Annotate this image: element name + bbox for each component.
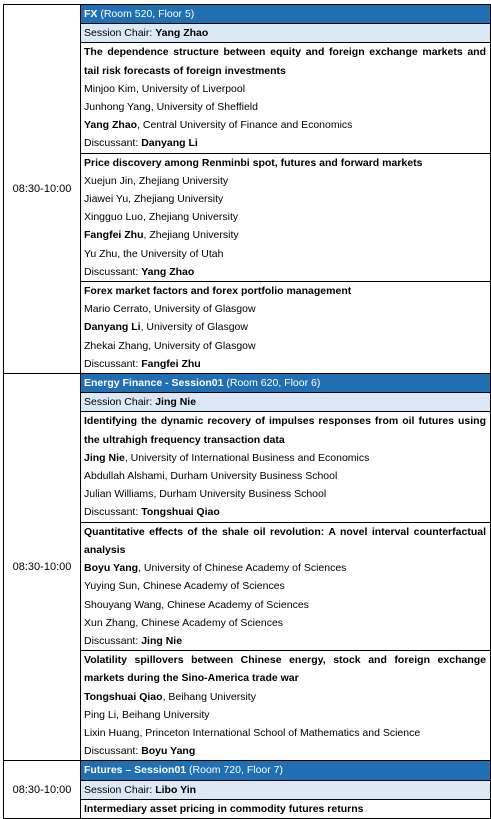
author-name: Yuying Sun (84, 580, 138, 593)
author-line (81, 98, 490, 116)
time-slot: 08:30-10:00 (4, 374, 81, 761)
session-name: FX (84, 8, 98, 20)
author-affiliation: , Zhejiang University (133, 174, 229, 187)
discussant-line (81, 632, 490, 650)
discussant-name: Tongshuai Qiao (141, 506, 220, 519)
discussant-line (81, 742, 490, 760)
paper-title: Identifying the dynamic recovery of impulses responses from oil futures using the ultrahigh frequency transaction data (84, 415, 486, 446)
author-line (81, 706, 490, 724)
author-name: Shouyang Wang (84, 598, 162, 611)
author-affiliation: , Beihang University (162, 690, 256, 703)
author-affiliation: , University of Sheffield (150, 101, 258, 114)
presenter-name: Fangfei Zhu (84, 229, 144, 242)
chair-name: Libo Yin (155, 783, 197, 796)
paper-title: The dependence structure between equity and foreign exchange markets and tail risk forecasts of foreign investments (84, 46, 486, 77)
paper-title: Price discovery among Renminbi spot, futures and forward markets (84, 156, 423, 169)
author-affiliation: , University of Glasgow (148, 303, 256, 316)
session-header (81, 5, 490, 24)
author-affiliation: , the University of Utah (117, 247, 224, 260)
discussant-label: Discussant: (84, 265, 142, 278)
session-room: (Room 520, Floor 5) (97, 8, 195, 20)
session-chair (81, 393, 490, 412)
author-line (81, 245, 490, 263)
author-name: Lixin Huang (84, 726, 140, 739)
author-affiliation: , University of Glasgow (148, 339, 256, 352)
chair-label: Session Chair: (84, 783, 156, 796)
paper (81, 154, 490, 282)
session-chair (81, 781, 490, 800)
time-slot: 08:30-10:00 (4, 761, 81, 819)
chair-name: Jing Nie (155, 396, 197, 409)
author-affiliation: , University of Glasgow (140, 321, 248, 334)
session-content (81, 761, 491, 819)
author-line (81, 318, 490, 336)
author-line (81, 208, 490, 226)
session-header (81, 374, 490, 393)
author-affiliation: , Durham University Business School (164, 470, 338, 483)
chair-name: Yang Zhao (155, 27, 209, 40)
author-name: Ping Li (84, 708, 117, 721)
author-name: Mario Cerrato (84, 303, 149, 316)
author-affiliation: , Princeton International School of Mathematics and Science (139, 726, 421, 739)
program-table (3, 4, 491, 819)
discussant-line (81, 355, 490, 373)
presenter-name: Danyang Li (84, 321, 141, 334)
discussant-label: Discussant: (84, 137, 142, 150)
session-room: (Room 720, Floor 7) (186, 764, 283, 777)
author-affiliation: , Chinese Academy of Sciences (135, 616, 284, 629)
discussant-line (81, 503, 490, 521)
author-affiliation: , Central University of Finance and Economics (137, 119, 353, 132)
discussant-label: Discussant: (84, 634, 142, 647)
paper (81, 651, 490, 760)
presenter-name: Tongshuai Qiao (84, 690, 163, 703)
discussant-name: Jing Nie (141, 634, 183, 647)
paper (81, 43, 490, 153)
author-affiliation: , University of Liverpool (135, 82, 246, 95)
author-name: Jiawei Yu (84, 193, 129, 206)
session-block (4, 374, 491, 761)
author-line (81, 485, 490, 503)
author-line (81, 80, 490, 98)
author-line (81, 116, 490, 134)
author-line (81, 596, 490, 614)
paper (81, 412, 490, 522)
paper-title: Forex market factors and forex portfolio management (84, 285, 352, 298)
discussant-line (81, 134, 490, 152)
session-name: Energy Finance - Session01 (84, 377, 224, 390)
author-affiliation: , University of International Business and Economics (124, 451, 370, 464)
discussant-label: Discussant: (84, 745, 142, 758)
session-name: Futures – Session01 (84, 764, 187, 777)
author-affiliation: , University of Chinese Academy of Sciences (138, 562, 347, 575)
paper-title: Intermediary asset pricing in commodity futures returns (84, 802, 364, 815)
discussant-label: Discussant: (84, 506, 142, 519)
author-line (81, 467, 490, 485)
author-name: Xun Zhang (84, 616, 136, 629)
author-name: Julian Williams (84, 488, 154, 501)
author-line (81, 172, 490, 190)
author-line (81, 577, 490, 595)
author-line (81, 190, 490, 208)
author-line (81, 226, 490, 244)
author-line (81, 559, 490, 577)
chair-label: Session Chair: (84, 396, 156, 409)
author-name: Junhong Yang (84, 101, 151, 114)
author-affiliation: , Durham University Business School (153, 488, 327, 501)
discussant-name: Yang Zhao (141, 265, 195, 278)
discussant-name: Fangfei Zhu (141, 357, 201, 370)
session-chair (81, 24, 490, 43)
author-affiliation: , Beihang University (116, 708, 210, 721)
author-line (81, 300, 490, 318)
author-affiliation: , Zhejiang University (128, 193, 224, 206)
paper (81, 800, 490, 818)
author-affiliation: , Zhejiang University (142, 211, 239, 224)
paper (81, 523, 490, 651)
discussant-name: Danyang Li (141, 137, 198, 150)
author-affiliation: , Chinese Academy of Sciences (137, 580, 285, 593)
time-slot: 08:30-10:00 (4, 5, 81, 374)
chair-label: Session Chair: (84, 27, 156, 40)
paper-title: Quantitative effects of the shale oil revolution: A novel interval counterfactual analysis (84, 525, 486, 556)
author-line (81, 724, 490, 742)
author-line (81, 688, 490, 706)
presenter-name: Jing Nie (84, 451, 125, 464)
author-name: Minjoo Kim (84, 82, 136, 95)
discussant-line (81, 263, 490, 281)
paper-title: Volatility spillovers between Chinese energy, stock and foreign exchange markets during the Sino-America trade war (84, 654, 486, 685)
author-name: Zhekai Zhang (84, 339, 149, 352)
session-content (81, 5, 491, 374)
author-line (81, 614, 490, 632)
paper (81, 282, 490, 373)
session-room: (Room 620, Floor 6) (223, 377, 321, 390)
author-name: Xuejun Jin (84, 174, 134, 187)
author-affiliation: , Zhejiang University (143, 229, 239, 242)
session-block (4, 761, 491, 819)
author-name: Abdullah Alshami (84, 470, 165, 483)
author-name: Xingguo Luo (84, 211, 143, 224)
discussant-label: Discussant: (84, 357, 142, 370)
presenter-name: Boyu Yang (84, 562, 139, 575)
session-block (4, 5, 491, 374)
session-header (81, 761, 490, 780)
author-line (81, 449, 490, 467)
session-content (81, 374, 491, 761)
discussant-name: Boyu Yang (141, 745, 196, 758)
author-affiliation: , Chinese Academy of Sciences (161, 598, 309, 611)
program-body (4, 5, 491, 819)
author-line (81, 337, 490, 355)
presenter-name: Yang Zhao (84, 119, 138, 132)
author-name: Yu Zhu (84, 247, 118, 260)
